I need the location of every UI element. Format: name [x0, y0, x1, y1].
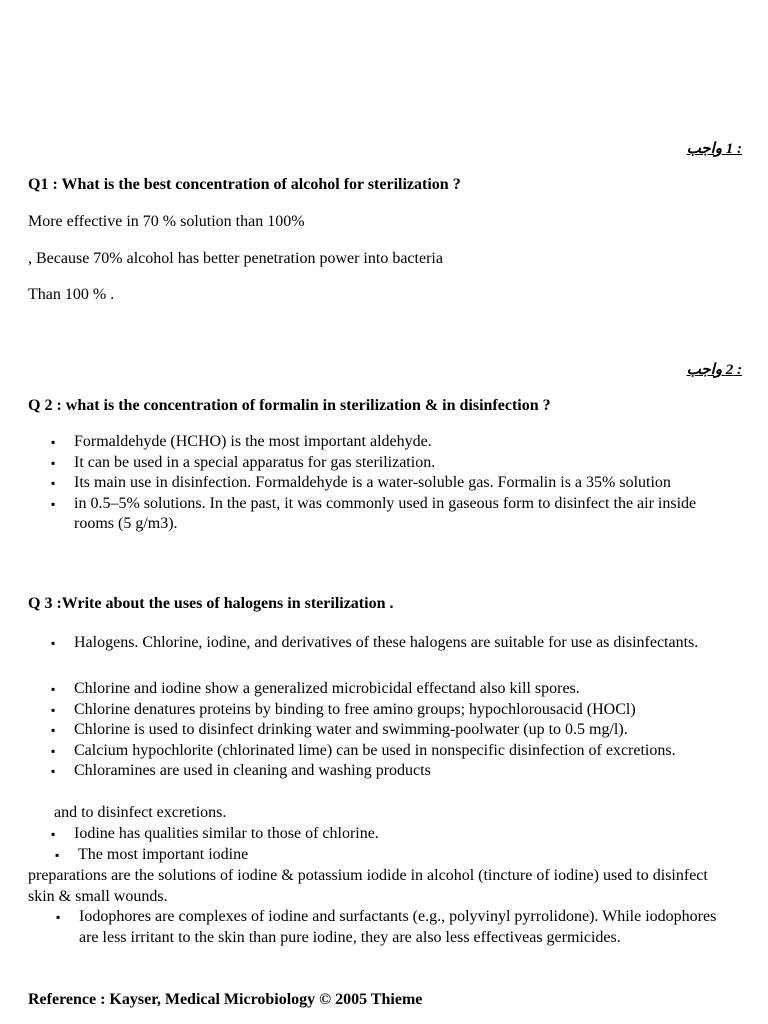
list-item: ▪ Formaldehyde (HCHO) is the most important aldehyde. — [28, 432, 738, 453]
list-item: ▪ Its main use in disinfection. Formaldehyde is a water-soluble gas. Formalin is a 35% solution — [28, 473, 738, 494]
list-item: ▪ Chlorine denatures proteins by binding to free amino groups; hypochlorousacid (HOCl) — [28, 700, 738, 721]
list-item: ▪ The most important iodine — [32, 845, 732, 866]
list-item: ▪ in 0.5–5% solutions. In the past, it was commonly used in gaseous form to disinfect the air inside rooms (5 g/m3). — [28, 494, 738, 535]
list-item: ▪ Chlorine and iodine show a generalized microbicidal effectand also kill spores. — [28, 679, 738, 700]
homework-2-heading: : 2 واجب — [686, 362, 742, 378]
question-3: Q 3 :Write about the uses of halogens in sterilization . — [28, 595, 394, 612]
iodophores-bullet — [33, 907, 733, 948]
list-item: ▪ Iodine has qualities similar to those of chlorine. — [28, 824, 728, 845]
reference-line: Reference : Kayser, Medical Microbiology © 2005 Thieme — [28, 991, 423, 1008]
list-item: ▪ Chloramines are used in cleaning and washing products — [28, 761, 738, 782]
question-3-bullets — [28, 679, 738, 782]
list-item: ▪ It can be used in a special apparatus for gas sterilization. — [28, 453, 738, 474]
list-item: ▪ Iodophores are complexes of iodine and surfactants (e.g., polyvinyl pyrrolidone). While iodophores are less irritant to the skin than pure iodine, they are also less effectiveas germicides. — [33, 907, 733, 948]
iodine-paragraph: preparations are the solutions of iodine & potassium iodide in alcohol (tincture of iodine) used to disinfect skin & small wounds. — [28, 867, 708, 905]
iodine-bullet — [28, 824, 728, 845]
answer-1-line-3: Than 100 % . — [28, 286, 115, 303]
answer-1-line-2: , Because 70% alcohol has better penetration power into bacteria — [28, 250, 443, 267]
question-2: Q 2 : what is the concentration of formalin in sterilization & in disinfection ? — [28, 397, 551, 414]
question-2-bullets — [28, 432, 738, 535]
list-item: ▪ Chlorine is used to disinfect drinking water and swimming-poolwater (up to 0.5 mg/l). — [28, 720, 738, 741]
question-3-first-bullet — [28, 632, 728, 654]
answer-1-line-1: More effective in 70 % solution than 100% — [28, 213, 305, 230]
list-item: ▪ Halogens. Chlorine, iodine, and derivatives of these halogens are suitable for use as disinfectants. — [28, 632, 728, 654]
question-1: Q1 : What is the best concentration of alcohol for sterilization ? — [28, 176, 461, 193]
most-important-bullet — [32, 845, 732, 866]
continuation-text: and to disinfect excretions. — [54, 804, 227, 821]
list-item: ▪ Calcium hypochlorite (chlorinated lime) can be used in nonspecific disinfection of excretions. — [28, 741, 738, 762]
homework-1-heading: : 1 واجب — [686, 141, 742, 157]
